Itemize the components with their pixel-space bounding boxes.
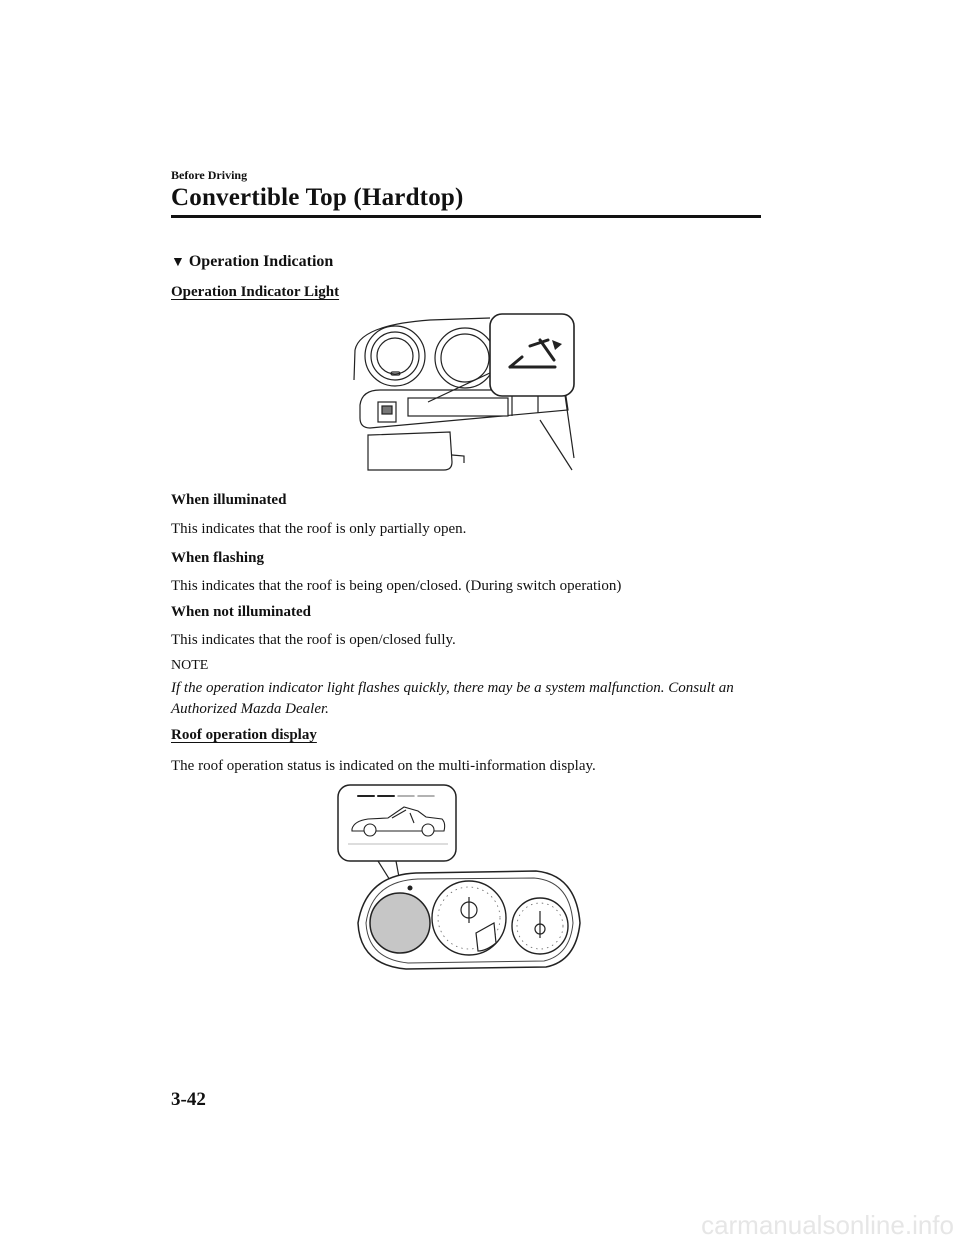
state-term: When illuminated (171, 492, 287, 508)
section-label: Before Driving (171, 168, 248, 182)
watermark-text: carmanualsonline.info (701, 1210, 954, 1240)
state-text: This indicates that the roof is being open/closed. (During switch operation) (171, 578, 622, 594)
indicator-light-heading: Operation Indicator Light (171, 284, 340, 300)
state-text: This indicates that the roof is only partially open. (171, 521, 467, 537)
roof-display-text: The roof operation status is indicated on the multi-information display. (171, 758, 596, 774)
note-label: NOTE (171, 658, 209, 673)
title-divider (171, 215, 761, 218)
state-term: When flashing (171, 550, 264, 566)
indicator-light-illustration (340, 310, 590, 480)
triangle-down-icon: ▼ (171, 255, 185, 270)
state-term: When not illuminated (171, 604, 312, 620)
operation-indication-heading-text: Operation Indication (188, 253, 334, 270)
page-number: 3-42 (171, 1089, 206, 1110)
roof-display-heading: Roof operation display (171, 727, 317, 743)
page-title: Convertible Top (Hardtop) (171, 184, 464, 211)
roof-display-illustration (336, 783, 586, 973)
state-text: This indicates that the roof is open/closed fully. (171, 632, 456, 648)
operation-indication-heading (171, 253, 333, 271)
note-text: If the operation indicator light flashes quickly, there may be a system malfunction. Consult an Authorized Mazda Dealer. (171, 680, 734, 717)
